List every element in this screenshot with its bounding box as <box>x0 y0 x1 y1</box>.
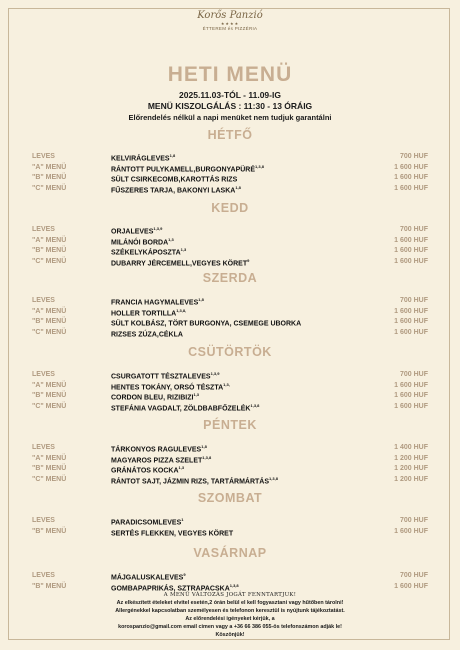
dish-name <box>111 226 162 235</box>
dish-text: PARADICSOMLEVES <box>111 519 182 527</box>
dish-name <box>111 572 186 581</box>
allergen-codes: 1,3,9 <box>210 371 220 376</box>
dish-text: DUBARRY JÉRCEMELL,VEGYES KÖRET <box>111 259 248 267</box>
menu-item-row <box>0 297 460 307</box>
menu-item-row <box>0 258 460 268</box>
dish-name <box>111 247 186 256</box>
price: 1 600 HUF <box>394 318 428 325</box>
dish-text: SERTÉS FLEKKEN, VEGYES KÖRET <box>111 529 234 537</box>
dish-text: ORJALEVES <box>111 228 154 236</box>
dish-text: KELVIRÁGLEVES <box>111 155 170 163</box>
dish-name <box>111 392 199 401</box>
menu-type: LEVES <box>32 297 55 304</box>
menu-item-row <box>0 528 460 538</box>
allergen-codes: 1,8 <box>201 444 207 449</box>
price: 1 200 HUF <box>394 454 428 462</box>
menu-type: "C" MENÜ <box>32 257 67 265</box>
menu-item-row <box>0 476 460 486</box>
menu-item-row <box>0 247 460 257</box>
price: 700 HUF <box>399 572 428 579</box>
logo-stars: ★★★★ <box>220 21 240 26</box>
price: 1 400 HUF <box>394 444 428 451</box>
menu-type: "A" MENÜ <box>32 163 67 171</box>
allergen-codes: 1,3,8 <box>269 475 278 481</box>
allergen-codes: 1,3,8 <box>255 163 264 169</box>
menu-item-row <box>0 174 460 184</box>
day-heading: HÉTFŐ <box>207 128 253 142</box>
logo <box>0 10 460 31</box>
allergen-codes: 1,3,8, <box>176 307 187 313</box>
allergen-codes: 1,8 <box>169 153 176 158</box>
dish-text: SÜLT KOLBÁSZ, TÖRT BURGONYA, CSEMEGE UBORKA <box>111 320 302 328</box>
menu-type: "A" MENÜ <box>32 307 67 315</box>
menu-type: "C" MENÜ <box>32 184 67 192</box>
menu-item-row <box>0 465 460 475</box>
price: 1 600 HUF <box>394 163 428 171</box>
menu-item-row <box>0 572 460 582</box>
price: 700 HUF <box>399 226 428 233</box>
dish-name <box>111 465 184 474</box>
footer-line: Az elkészített ételeket elvitel esetén,2 órán belül el kell fogyasztani vagy hűtőben tárolni! <box>116 600 344 606</box>
footer <box>0 591 460 639</box>
dish-name <box>111 164 264 173</box>
dish-name <box>111 308 186 317</box>
allergen-codes: 1,3,8 <box>202 454 212 460</box>
price: 1 600 HUF <box>394 257 428 265</box>
dish-text: GOMBAPAPRIKÁS, SZTRAPACSKA <box>111 584 230 592</box>
dish-text: GRÁNÁTOS KOCKA <box>111 467 179 475</box>
menu-type: "A" MENÜ <box>32 236 67 244</box>
dish-text: RÁNTOTT PULYKAMELL,BURGONYAPÜRÉ <box>111 165 256 173</box>
dish-name <box>111 329 183 338</box>
price: 1 600 HUF <box>394 527 428 535</box>
day-heading: KEDD <box>211 201 249 215</box>
menu-type: "B" MENÜ <box>32 465 67 472</box>
menu-type: LEVES <box>32 517 55 524</box>
day-heading: SZOMBAT <box>197 491 263 505</box>
allergen-codes: 1,3 <box>193 392 200 397</box>
logo-subtitle: ÉTTEREM és PIZZÉRIA <box>202 26 258 31</box>
menu-item-row <box>0 164 460 174</box>
price: 700 HUF <box>399 371 428 378</box>
dish-name <box>111 455 211 464</box>
dish-text: CSURGATOTT TÉSZTALEVES <box>111 373 211 381</box>
allergen-codes: 9 <box>183 572 186 577</box>
dish-text: FRANCIA HAGYMALEVES <box>111 299 199 307</box>
dish-name <box>111 318 301 327</box>
price: 700 HUF <box>399 517 428 524</box>
menu-item-row <box>0 318 460 328</box>
dish-name <box>111 153 175 162</box>
menu-type: "B" MENÜ <box>32 582 67 590</box>
price: 1 600 HUF <box>394 392 428 399</box>
footer-line: Allergénekkel kapcsolatban személyesen és telefonon keresztül is nyújtunk tájékoztatást. <box>115 608 345 614</box>
allergen-codes: 1,3 <box>168 236 174 242</box>
dish-text: MILÁNÓI BORDA <box>111 238 169 246</box>
dish-name <box>111 382 230 391</box>
allergen-codes: 1,8 <box>235 184 241 190</box>
menu-type: "A" MENÜ <box>32 454 67 462</box>
price: 1 600 HUF <box>394 174 428 181</box>
date-range: 2025.11.03-TÓL - 11.09-IG <box>179 90 281 100</box>
price: 1 600 HUF <box>394 381 428 389</box>
footer-thanks: Köszönjük! <box>215 632 245 638</box>
allergen-codes: 1 <box>181 517 184 522</box>
menu-type: "B" MENÜ <box>32 174 67 181</box>
dish-text: MAGYAROS PIZZA SZELET <box>111 456 203 464</box>
dish-text: CORDON BLEU, RIZIBIZI <box>111 394 194 402</box>
allergen-codes: 1,8 <box>198 297 204 302</box>
menu-type: LEVES <box>32 226 55 233</box>
allergen-codes: 1,3,9 <box>153 226 163 231</box>
dish-name <box>111 297 204 306</box>
allergen-codes: 1,3, <box>223 381 230 387</box>
menu-item-row <box>0 382 460 392</box>
menu-item-row <box>0 308 460 318</box>
menu-type: LEVES <box>32 371 55 378</box>
menu-item-row <box>0 153 460 163</box>
dish-text: HENTES TOKÁNY, ORSÓ TÉSZTA <box>111 383 224 391</box>
day-heading: SZERDA <box>202 271 258 285</box>
menu-type: "B" MENÜ <box>32 392 67 399</box>
dish-name <box>111 444 207 453</box>
menu-type: "B" MENÜ <box>32 318 67 325</box>
menu-item-row <box>0 185 460 195</box>
menu-item-row <box>0 455 460 465</box>
menu-item-row <box>0 444 460 454</box>
menu-type: LEVES <box>32 153 55 160</box>
price: 1 600 HUF <box>394 582 428 590</box>
allergen-codes: 1,3,8 <box>250 402 260 408</box>
allergen-codes: 1,3,8 <box>229 582 239 588</box>
menu-type: "A" MENÜ <box>32 381 67 389</box>
dish-name <box>111 174 237 183</box>
menu-type: "C" MENÜ <box>32 402 67 410</box>
price: 1 600 HUF <box>394 247 428 254</box>
menu-item-row <box>0 226 460 236</box>
dish-text: RIZSES ZÚZA,CÉKLA <box>111 330 183 338</box>
menu-type: "B" MENÜ <box>32 247 67 254</box>
menu-item-row <box>0 329 460 339</box>
menu-type: "C" MENÜ <box>32 475 67 483</box>
page-title: HETI MENÜ <box>167 63 293 86</box>
day-heading: PÉNTEK <box>203 418 257 432</box>
menu-type: LEVES <box>32 444 55 451</box>
dish-text: STEFÁNIA VAGDALT, ZÖLDBABFŐZELÉK <box>111 404 251 412</box>
price: 1 200 HUF <box>394 475 428 483</box>
menu-type: LEVES <box>32 572 55 579</box>
allergen-codes: 9 <box>247 257 250 263</box>
footer-line: Az előrendelési igényeket kérjük, a <box>185 616 275 622</box>
dish-text: SÜLT CSIRKECOMB,KAROTTÁS RIZS <box>111 176 238 184</box>
price: 1 200 HUF <box>394 465 428 472</box>
dish-name <box>111 258 249 267</box>
dish-text: RÁNTOT SAJT, JÁZMIN RIZS, TARTÁRMÁRTÁS <box>111 477 270 485</box>
price: 700 HUF <box>399 153 428 160</box>
menu-item-row <box>0 517 460 527</box>
price: 1 600 HUF <box>394 402 428 410</box>
day-heading: CSÜTÖRTÖK <box>188 345 272 359</box>
dish-name <box>111 476 278 485</box>
menu-type: "C" MENÜ <box>32 328 67 336</box>
dish-text: HOLLER TORTILLA <box>111 309 177 317</box>
service-hours: MENÜ KISZOLGÁLÁS : 11:30 - 13 ÓRÁIG <box>147 101 313 111</box>
menu-item-row <box>0 237 460 247</box>
allergen-codes: 1,3 <box>178 465 185 470</box>
dish-name <box>111 185 241 194</box>
day-heading: VASÁRNAP <box>193 546 267 560</box>
dish-name <box>111 371 219 380</box>
dish-name <box>111 528 233 537</box>
menu-type: "B" MENÜ <box>32 527 67 535</box>
footer-disclaimer: A MENÜ VÁLTOZÁS JOGÁT FENNTARTJUK! <box>163 592 297 598</box>
price: 1 600 HUF <box>394 184 428 192</box>
logo-script: Korős Panzió <box>197 10 263 21</box>
dish-name <box>111 237 174 246</box>
dish-name <box>111 517 184 526</box>
dish-text: TÁRKONYOS RAGULEVES <box>111 446 202 454</box>
dish-name <box>111 403 259 412</box>
price: 1 600 HUF <box>394 307 428 315</box>
price: 700 HUF <box>399 297 428 304</box>
preorder-note: Előrendelés nélkül a napi menüket nem tudjuk garantálni <box>128 113 332 122</box>
menu-item-row <box>0 403 460 413</box>
menu-item-row <box>0 371 460 381</box>
menu-item-row <box>0 392 460 402</box>
dish-text: MÁJGALUSKALEVES <box>111 574 184 582</box>
dish-text: FŰSZERES TARJA, BAKONYI LASKA <box>111 186 236 194</box>
allergen-codes: 1,3 <box>180 247 187 252</box>
price: 1 600 HUF <box>394 236 428 244</box>
footer-contact[interactable]: korospanzio@gmail.com email cimen vagy a +36 66 386 055-ös telefonszámon adják le! <box>118 624 342 630</box>
price: 1 600 HUF <box>394 328 428 336</box>
dish-text: SZÉKELYKÁPOSZTA <box>111 249 181 257</box>
